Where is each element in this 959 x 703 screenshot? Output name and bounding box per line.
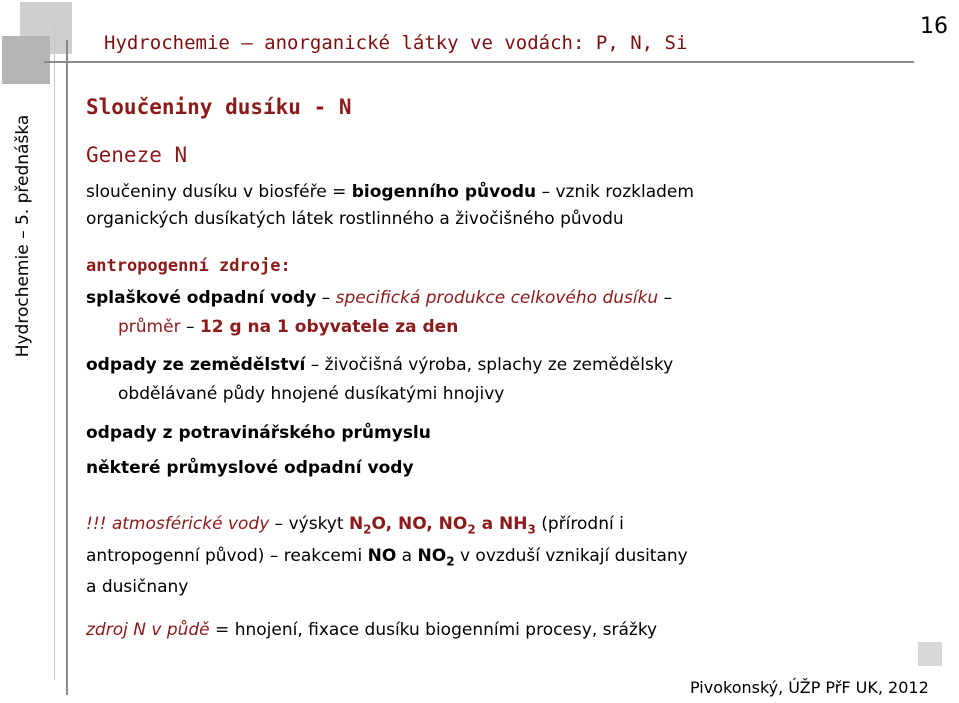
text-span: (přírodní i bbox=[535, 514, 624, 534]
text-span: a bbox=[396, 546, 418, 566]
text-italic-accent: zdroj N v půdě bbox=[86, 620, 210, 640]
text-line: a dusičnany bbox=[86, 577, 189, 597]
text-line: některé průmyslové odpadní vody bbox=[86, 458, 414, 478]
text-span: – živočišná výroba, splachy ze zemědělsky bbox=[305, 355, 674, 375]
text-span: – bbox=[180, 317, 200, 337]
text-accent: průměr bbox=[118, 317, 181, 337]
text-line bbox=[118, 317, 458, 337]
text-bold: biogenního původu bbox=[351, 182, 537, 202]
text-line bbox=[86, 620, 657, 640]
slide-title: Sloučeniny dusíku - N bbox=[86, 95, 352, 119]
section-heading: antropogenní zdroje: bbox=[86, 256, 291, 276]
sidebar-lecture-label: Hydrochemie – 5. přednáška bbox=[13, 114, 33, 358]
footer-credit: Pivokonský, ÚŽP PřF UK, 2012 bbox=[690, 678, 929, 697]
formula-no2: $NO_2$ bbox=[417, 546, 455, 569]
text-line bbox=[86, 514, 624, 536]
text-span: antropogenní původ) – reakcemi bbox=[86, 546, 368, 566]
text-line bbox=[86, 288, 672, 308]
decor-vertical-line bbox=[66, 40, 68, 695]
text-span: – vznik rozkladem bbox=[536, 182, 694, 202]
text-italic-accent: !!! atmosférické vody bbox=[86, 514, 270, 534]
text-span: – výskyt bbox=[269, 514, 349, 534]
text-line bbox=[86, 182, 694, 202]
text-span: sloučeniny dusíku v biosféře = bbox=[86, 182, 352, 202]
header-title: Hydrochemie – anorganické látky ve vodách: P, N, Si bbox=[104, 32, 688, 54]
decor-corner-square bbox=[918, 642, 942, 666]
header-divider bbox=[44, 61, 914, 63]
formula-n2o: $N_2O$, NO, $NO_2$ a $NH_3$ bbox=[348, 514, 536, 537]
text-span: – bbox=[658, 288, 673, 308]
text-bold: odpady ze zemědělství bbox=[86, 355, 306, 375]
text-line: obdělávané půdy hnojené dusíkatými hnojivy bbox=[118, 384, 505, 404]
formula-no: NO bbox=[367, 546, 397, 566]
text-line bbox=[86, 355, 673, 375]
text-span: v ovzduší vznikají dusitany bbox=[454, 546, 688, 566]
text-line: odpady z potravinářského průmyslu bbox=[86, 423, 431, 443]
text-italic-accent: specifická produkce celkového dusíku bbox=[335, 288, 659, 308]
decor-square-dark bbox=[2, 36, 50, 84]
text-bold-accent: 12 g na 1 obyvatele za den bbox=[199, 317, 459, 337]
page-number: 16 bbox=[920, 14, 948, 39]
text-line bbox=[86, 546, 688, 568]
text-span: = hnojení, fixace dusíku biogenními procesy, srážky bbox=[209, 620, 658, 640]
decor-vertical-line-light bbox=[54, 20, 55, 680]
text-span: – bbox=[316, 288, 336, 308]
text-line: organických dusíkatých látek rostlinného a živočišného původu bbox=[86, 209, 624, 229]
text-bold: splaškové odpadní vody bbox=[86, 288, 317, 308]
slide-subtitle: Geneze N bbox=[86, 143, 188, 167]
